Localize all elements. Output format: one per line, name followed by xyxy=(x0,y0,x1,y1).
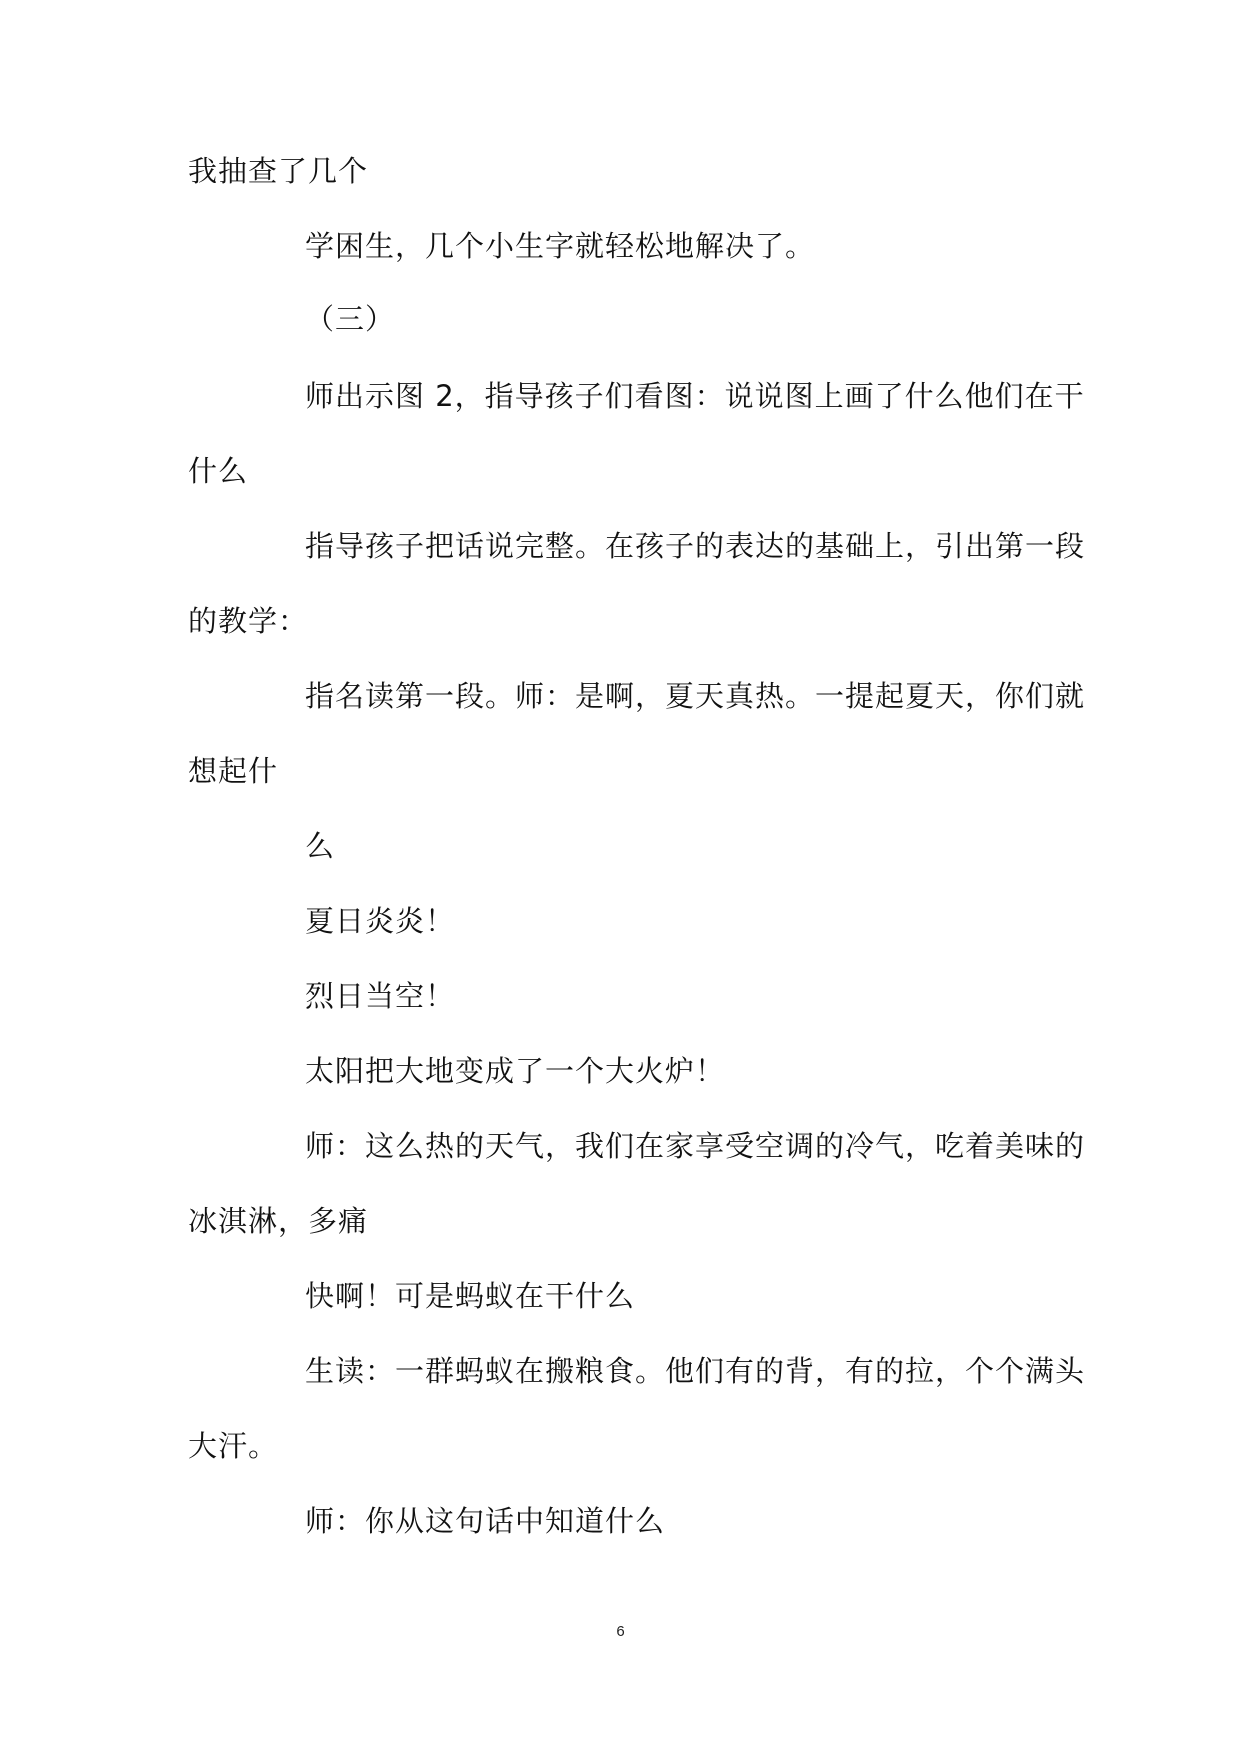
text-line: 指名读第一段。师：是啊，夏天真热。一提起夏天，你们就 xyxy=(305,679,1086,713)
text-line: 夏日炎炎！ xyxy=(305,904,456,938)
text-line: 快啊！可是蚂蚁在干什么 xyxy=(305,1279,636,1313)
text-line: 我抽查了几个 xyxy=(188,154,369,188)
text-line: 么 xyxy=(305,829,336,863)
text-line: 师：这么热的天气，我们在家享受空调的冷气，吃着美味的 xyxy=(305,1129,1086,1163)
text-line: 冰淇淋，多痛 xyxy=(188,1204,369,1238)
text-line: 的教学： xyxy=(188,604,309,638)
page-number: 6 xyxy=(616,1623,625,1640)
text-line: 师出示图 2，指导孩子们看图：说说图上画了什么他们在干 xyxy=(305,379,1085,413)
text-line: 太阳把大地变成了一个大火炉！ xyxy=(305,1054,726,1088)
text-line: 想起什 xyxy=(188,754,279,788)
section-heading: （三） xyxy=(305,302,396,336)
text-line: 生读：一群蚂蚁在搬粮食。他们有的背，有的拉，个个满头 xyxy=(305,1354,1086,1388)
text-line: 学困生，几个小生字就轻松地解决了。 xyxy=(305,229,816,263)
text-line: 师：你从这句话中知道什么 xyxy=(305,1504,666,1538)
text-line: 指导孩子把话说完整。在孩子的表达的基础上，引出第一段 xyxy=(305,529,1086,563)
text-line: 烈日当空！ xyxy=(305,979,456,1013)
text-line: 大汗。 xyxy=(188,1429,279,1463)
text-line: 什么 xyxy=(188,454,249,488)
